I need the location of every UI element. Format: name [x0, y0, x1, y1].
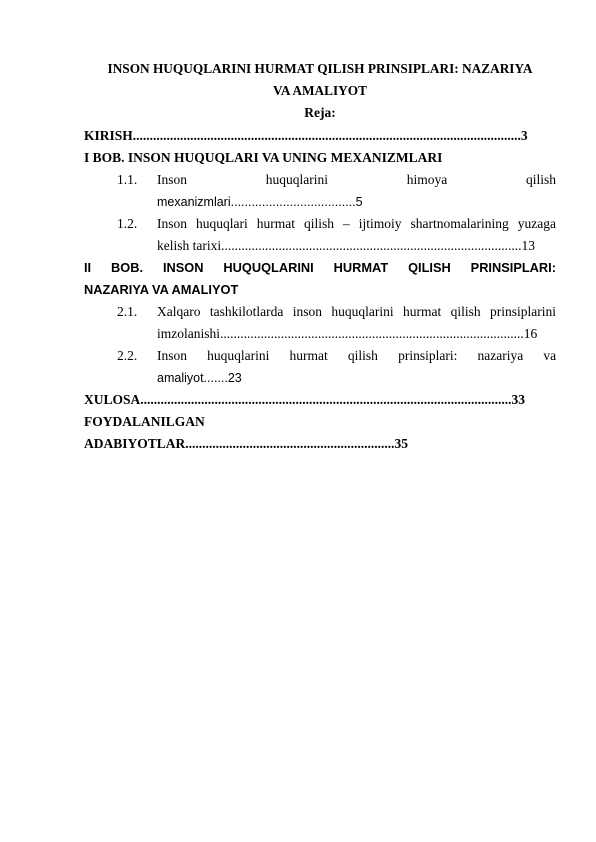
toc-xulosa: XULOSA..............................................................................................................33: [84, 392, 526, 407]
title-line-1: INSON HUQUQLARINI HURMAT QILISH PRINSIPLARI: NAZARIYA: [107, 61, 533, 76]
toc-chapter-2-line-2: NAZARIYA VA AMALIYOT: [84, 282, 239, 297]
toc-item-2-1-line-2: imzolanishi..........................................................................................16: [157, 326, 538, 341]
toc-item-number: 2.2.: [117, 348, 138, 363]
toc-bibliography-line-2: ADABIYOTLAR..............................................................35: [84, 436, 409, 451]
toc-item-number: 1.2.: [117, 216, 138, 231]
toc-item-2-2-line-2: amaliyot.......23: [157, 371, 242, 385]
table-of-contents: [84, 125, 556, 455]
toc-item-2-1-line-1: Xalqaro tashkilotlarda inson huquqlarini hurmat qilish prinsiplarini: [157, 304, 556, 319]
toc-item-number: 1.1.: [117, 172, 138, 187]
plan-heading: Reja:: [304, 105, 336, 120]
toc-item-2-1: [117, 301, 556, 345]
toc-bibliography-line-1: FOYDALANILGAN: [84, 414, 205, 429]
toc-kirish: KIRISH...................................................................................................................3: [84, 128, 528, 143]
toc-item-1-2: [117, 213, 556, 257]
document-title: [84, 58, 556, 102]
toc-item-1-1-line-2: mexanizmlari....................................5: [157, 195, 363, 209]
title-line-2: VA AMALIYOT: [273, 83, 367, 98]
toc-chapter-2: II BOB. INSON HUQUQLARINI HURMAT QILISH PRINSIPLARI:: [84, 260, 556, 275]
toc-item-1-2-line-1: Inson huquqlari hurmat qilish – ijtimoiy shartnomalarining yuzaga: [157, 216, 556, 231]
toc-item-1-1: [117, 169, 556, 213]
toc-item-1-2-line-2: kelish tarixi.........................................................................................13: [157, 238, 535, 253]
toc-item-2-2: [117, 345, 556, 389]
toc-item-1-1-line-1: Inson huquqlarini himoya qilish: [157, 172, 557, 187]
toc-item-2-2-line-1: Inson huquqlarini hurmat qilish prinsiplari: nazariya va: [157, 348, 557, 363]
toc-chapter-1: I BOB. INSON HUQUQLARI VA UNING MEXANIZMLARI: [84, 150, 443, 165]
toc-item-number: 2.1.: [117, 304, 138, 319]
